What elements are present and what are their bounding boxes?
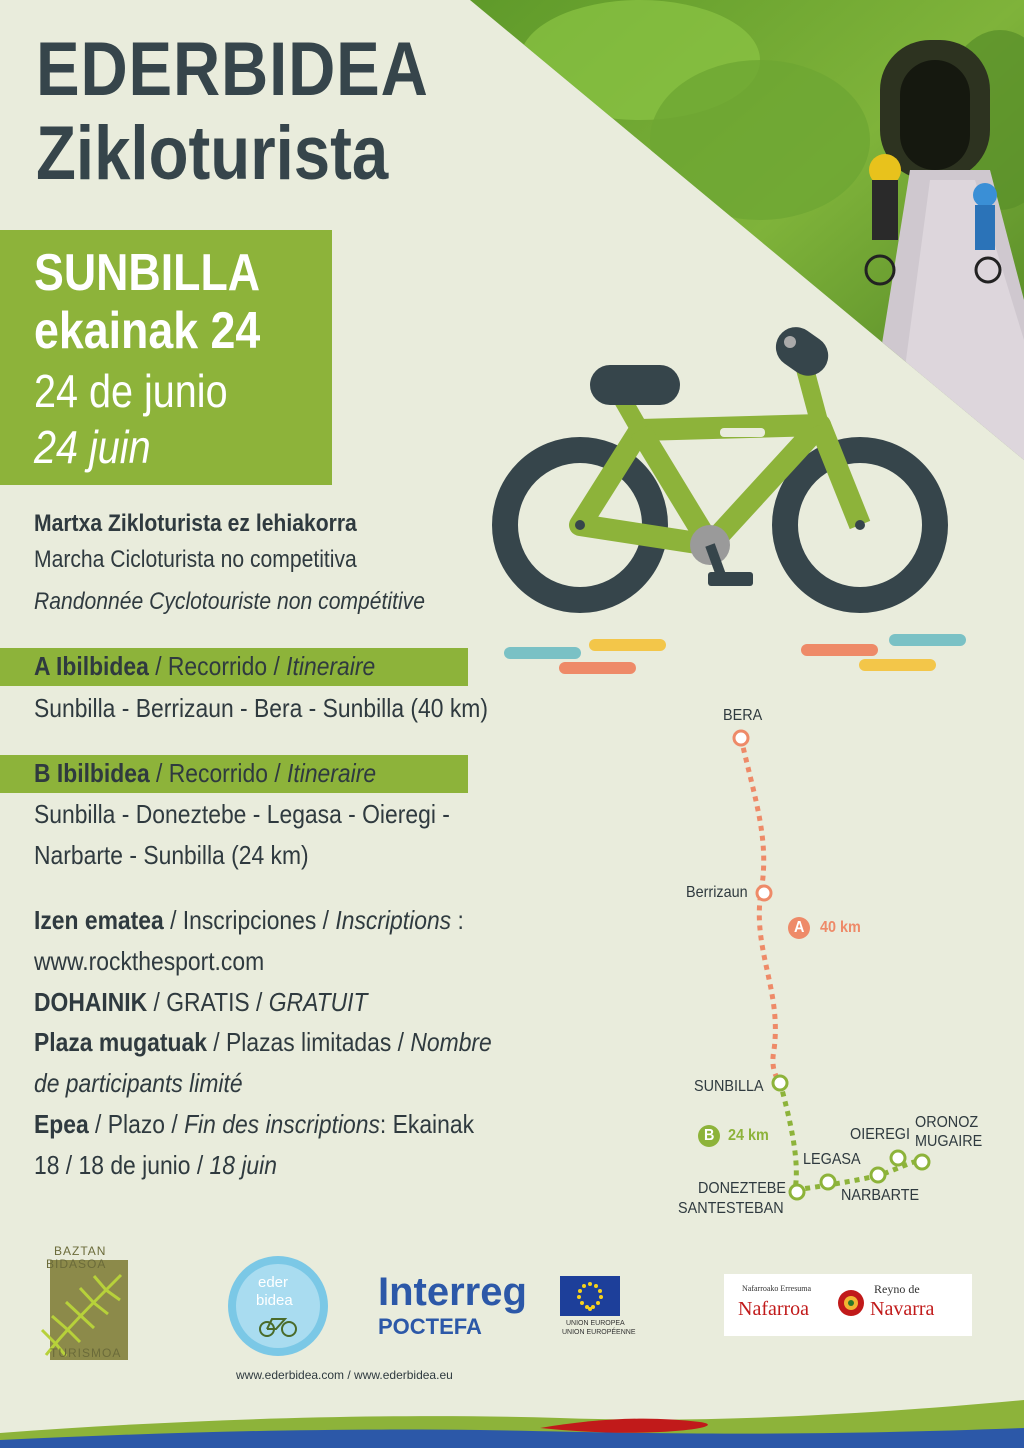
- registration-eu: Izen ematea: [34, 905, 164, 935]
- map-label-bera: BERA: [723, 707, 763, 724]
- deadline-fr: Fin des inscriptions: [184, 1109, 380, 1139]
- interreg-logo: [378, 1270, 527, 1340]
- map-point-doneztebe: [790, 1185, 804, 1199]
- event-date-es: 24 de junio: [34, 365, 228, 417]
- event-date-fr: 24 juin: [34, 421, 151, 473]
- deadline-eu: Epea: [34, 1109, 89, 1139]
- map-point-oronoz: [915, 1155, 929, 1169]
- deadline-val3: 18 juin: [209, 1150, 277, 1180]
- event-date-eu: ekainak 24: [34, 302, 261, 360]
- route-a-km: 40 km: [820, 919, 861, 936]
- free-es: / GRATIS /: [147, 987, 269, 1017]
- page-title-line1: EDERBIDEA: [36, 27, 429, 112]
- map-label-legasa: LEGASA: [803, 1151, 861, 1168]
- route-a-sep2: /: [267, 651, 287, 681]
- route-a-heading: [34, 646, 375, 686]
- map-point-narbarte: [821, 1175, 835, 1189]
- deadline-line2: [34, 1145, 277, 1185]
- registration-es: / Inscripciones /: [163, 905, 336, 935]
- free-fr: GRATUIT: [268, 987, 368, 1017]
- places-eu: Plaza mugatuak: [34, 1027, 207, 1057]
- route-a-sep1: /: [148, 651, 168, 681]
- baztan-text-1: BAZTAN: [54, 1244, 107, 1258]
- route-b-km: 24 km: [728, 1127, 769, 1144]
- eu-stars-icon: [560, 1276, 620, 1316]
- places-fr-2: de participants limité: [34, 1068, 243, 1098]
- places-fr-1: Nombre: [410, 1027, 492, 1057]
- route-a-label-es: Recorrido: [167, 651, 268, 681]
- navarra-shield-icon: [836, 1288, 866, 1318]
- ederbidea-logo: [228, 1256, 328, 1356]
- route-b-label-es: Recorrido: [168, 758, 268, 788]
- baztan-text-3: TURISMOA: [50, 1346, 122, 1360]
- map-label-oronoz-2: MUGAIRE: [915, 1133, 983, 1150]
- route-a-badge-letter: A: [794, 919, 805, 936]
- map-label-doneztebe-2: SANTESTEBAN: [678, 1200, 784, 1217]
- registration-fr: Inscriptions: [335, 905, 452, 935]
- decorative-dashes: [495, 620, 975, 675]
- small-bike-icon: [258, 1314, 298, 1338]
- route-b-path-line2: Narbarte - Sunbilla (24 km): [34, 840, 309, 870]
- interreg-text: Interreg: [378, 1270, 527, 1314]
- deadline-es: / Plazo /: [88, 1109, 185, 1139]
- footer-urls[interactable]: www.ederbidea.com / www.ederbidea.eu: [236, 1368, 453, 1382]
- map-label-berrizaun: Berrizaun: [686, 884, 748, 901]
- route-b-heading: [34, 753, 376, 793]
- places-line: [34, 1022, 492, 1062]
- route-b-path-line1: Sunbilla - Doneztebe - Legasa - Oieregi -: [34, 799, 450, 829]
- march-eu: Martxa Zikloturista ez lehiakorra: [34, 510, 357, 537]
- route-a-path: Sunbilla - Berrizaun - Bera - Sunbilla (40 km): [34, 693, 488, 723]
- navarra-small-text: Nafarroako Erresuma: [742, 1284, 812, 1293]
- ederbidea-logo-text-1: eder: [258, 1274, 289, 1291]
- march-fr: Randonnée Cyclotouriste non compétitive: [34, 588, 425, 615]
- route-b-sep2: /: [267, 758, 288, 788]
- map-point-legasa: [871, 1168, 885, 1182]
- route-b-label-eu: B Ibilbidea: [34, 758, 150, 788]
- map-point-bera: [734, 731, 748, 745]
- event-place: SUNBILLA: [34, 244, 261, 302]
- route-a-label-eu: A Ibilbidea: [34, 651, 149, 681]
- eu-text-1: UNION EUROPEA: [566, 1320, 625, 1327]
- route-b-badge-letter: B: [704, 1127, 715, 1144]
- map-point-berrizaun: [757, 886, 771, 900]
- route-a-label-fr: Itineraire: [286, 651, 376, 681]
- ederbidea-logo-text-2: bidea: [256, 1292, 293, 1309]
- route-b-sep1: /: [149, 758, 169, 788]
- map-label-sunbilla: SUNBILLA: [694, 1078, 764, 1095]
- poctefa-text: POCTEFA: [378, 1314, 482, 1339]
- map-point-oieregi: [891, 1151, 905, 1165]
- navarra-left-text: Nafarroa: [738, 1298, 810, 1320]
- route-b-label-fr: Itineraire: [287, 758, 377, 788]
- navarra-logo: [724, 1274, 972, 1336]
- bottom-wave: [0, 1388, 1024, 1448]
- eu-flag-icon: [560, 1276, 620, 1316]
- baztan-text-2: BIDASOA: [46, 1257, 107, 1271]
- registration-line: [34, 900, 464, 940]
- map-label-doneztebe-1: DONEZTEBE: [698, 1180, 787, 1197]
- baztan-bidasoa-logo: [36, 1244, 128, 1362]
- deadline-val1: : Ekainak: [379, 1109, 475, 1139]
- deadline-line: [34, 1104, 474, 1144]
- march-es: Marcha Cicloturista no competitiva: [34, 546, 357, 573]
- map-point-sunbilla: [773, 1076, 787, 1090]
- map-label-oieregi: OIEREGI: [850, 1126, 911, 1143]
- navarra-right-text: Navarra: [870, 1298, 935, 1320]
- navarra-right-small: Reyno de: [874, 1282, 920, 1296]
- registration-website[interactable]: www.rockthesport.com: [34, 946, 265, 976]
- page-title-line2: Zikloturista: [36, 111, 389, 196]
- free-eu: DOHAINIK: [34, 987, 148, 1017]
- registration-colon: :: [451, 905, 464, 935]
- deadline-val2: 18 / 18 de junio /: [34, 1150, 210, 1180]
- map-label-narbarte: NARBARTE: [841, 1187, 920, 1204]
- map-label-oronoz-1: ORONOZ: [915, 1114, 979, 1131]
- places-es: / Plazas limitadas /: [206, 1027, 411, 1057]
- eu-text-2: UNION EUROPÉENNE: [562, 1329, 636, 1336]
- free-line: [34, 982, 367, 1022]
